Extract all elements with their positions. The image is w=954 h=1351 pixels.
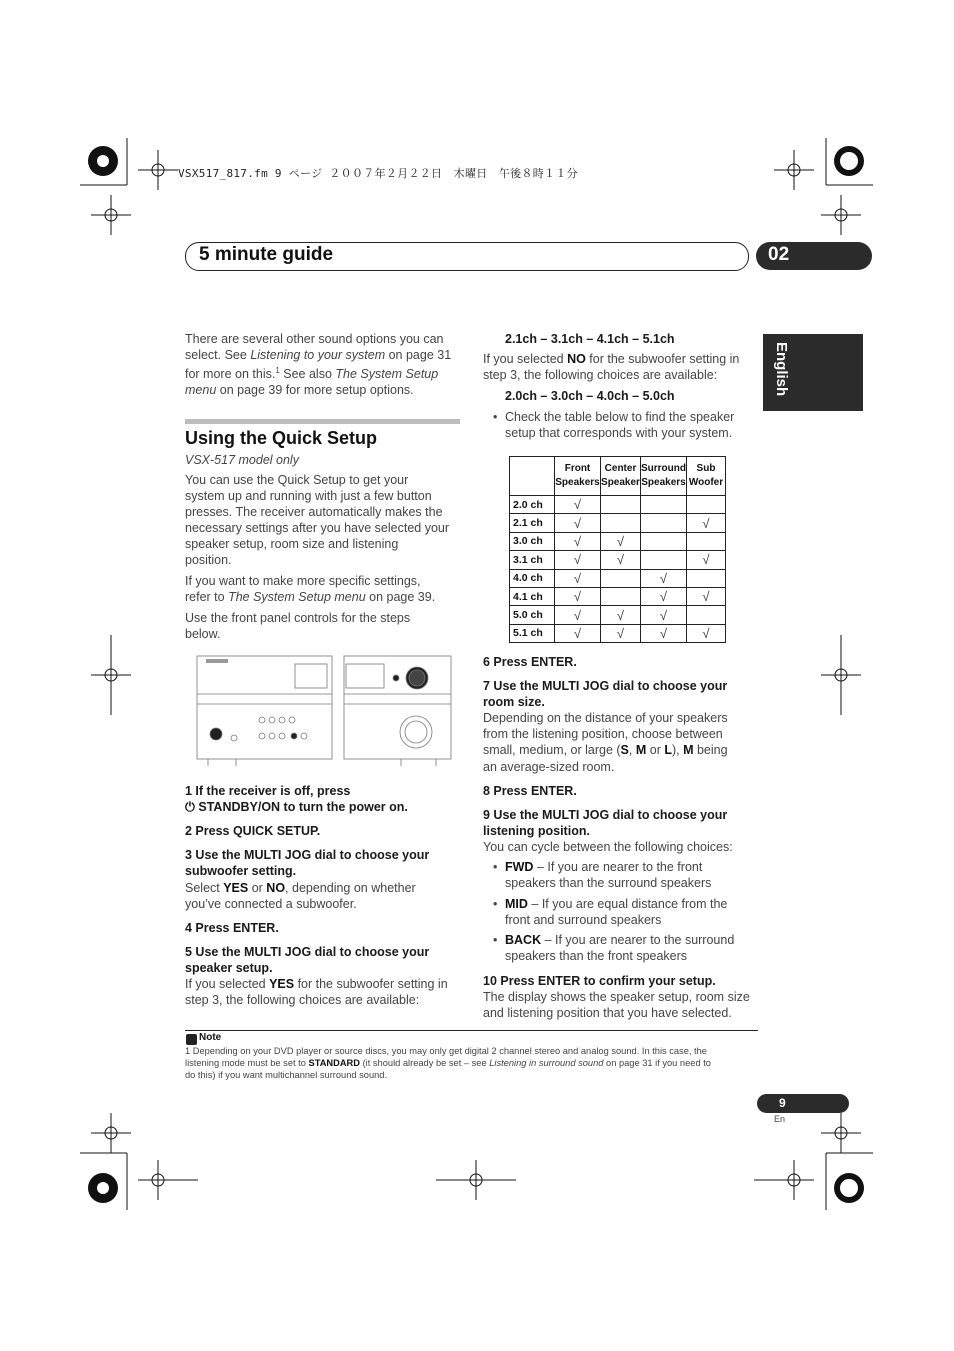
receiver-front-panel-illustration (196, 654, 454, 770)
step-3-heading: 3 Use the MULTI JOG dial to choose your subwoofer setting. (185, 848, 430, 878)
choices-without-subwoofer: 2.0ch – 3.0ch – 4.0ch – 5.0ch (505, 389, 675, 403)
step-9-text: You can cycle between the following choices: (483, 840, 733, 854)
table-row: 4.1 ch √ √ √ (510, 587, 726, 605)
section-rule (185, 419, 460, 424)
table-row: 5.0 ch √ √ √ (510, 606, 726, 624)
mid-option: MID – If you are equal distance from the front and surround speakers (505, 897, 728, 927)
bullet-dot: • (493, 897, 498, 911)
choices-with-subwoofer: 2.1ch – 3.1ch – 4.1ch – 5.1ch (505, 332, 675, 346)
step-2-heading: 2 Press QUICK SETUP. (185, 824, 321, 838)
table-row: 3.0 ch √ √ (510, 532, 726, 550)
step-4-heading: 4 Press ENTER. (185, 921, 279, 935)
step-7-text: Depending on the distance of your speakers from the listening position, choose between small, medium, or large (S, M or L), M being an average-sized room. (483, 711, 728, 774)
quick-setup-paragraph: You can use the Quick Setup to get your system up and running with just a few button presses. The receiver automatically makes the necessary settings after you have selected your speaker setup, room size and listening position. (185, 473, 450, 567)
step-10-heading: 10 Press ENTER to confirm your setup. (483, 974, 716, 988)
step-1-heading: 1 If the receiver is off, press ⏻ STANDBY/ON to turn the power on. (185, 784, 408, 814)
footnote: 1 Depending on your DVD player or source discs, you may only get digital 2 channel stereo and analog sound. In this case, the listening mode must be set to STANDARD (it should already be set – see Listening in surround sound on page 31 if you need to do this) if you want multichannel surround sound. (185, 1046, 711, 1080)
step-5-text: If you selected YES for the subwoofer setting in step 3, the following choices are available: (185, 977, 448, 1007)
step-8-heading: 8 Press ENTER. (483, 784, 577, 798)
language-label: English (773, 342, 790, 397)
table-row: 4.0 ch √ √ (510, 569, 726, 587)
table-row: 3.1 ch √ √ √ (510, 551, 726, 569)
step-3-text: Select YES or NO, depending on whether you’ve connected a subwoofer. (185, 881, 416, 911)
file-header: VSX517_817.fm 9 ページ ２００７年２月２２日 木曜日 午後８時１１分 (178, 167, 578, 180)
section-title: Using the Quick Setup (185, 428, 378, 448)
step-10-text: The display shows the speaker setup, room size and listening position that you have selected. (483, 990, 750, 1020)
note-heading: Note (199, 1032, 222, 1043)
step-9-heading: 9 Use the MULTI JOG dial to choose your listening position. (483, 808, 728, 838)
front-panel-paragraph: Use the front panel controls for the steps below. (185, 611, 411, 641)
note-icon (186, 1034, 197, 1045)
fwd-option: FWD – If you are nearer to the front speakers than the surround speakers (505, 860, 712, 890)
table-header-row: Front Speakers Center Speaker Surround Speakers Sub Woofer (510, 457, 726, 496)
model-note: VSX-517 model only (185, 453, 299, 467)
note-divider (185, 1030, 758, 1031)
speaker-setup-table (509, 456, 726, 643)
check-table-text: Check the table below to find the speaker setup that corresponds with your system. (505, 410, 735, 440)
table-row: 5.1 ch √ √ √ √ (510, 624, 726, 642)
no-subwoofer-text: If you selected NO for the subwoofer setting in step 3, the following choices are available: (483, 352, 740, 382)
page-number: 9 (779, 1096, 786, 1110)
power-icon: ⏻ (185, 800, 199, 814)
table-row: 2.0 ch √ (510, 496, 726, 514)
specific-settings-paragraph: If you want to make more specific settings, refer to The System Setup menu on page 39. (185, 574, 436, 604)
chapter-number: 02 (768, 244, 790, 265)
back-option: BACK – If you are nearer to the surround speakers than the front speakers (505, 933, 735, 963)
bullet-dot: • (493, 410, 498, 424)
intro-paragraph: There are several other sound options you can select. See Listening to your system on page 31 for more on this.$^1$ See also The System Setup menu on page 39 for more setup options. (185, 332, 452, 398)
table-row: 2.1 ch √ √ (510, 514, 726, 532)
bullet-dot: • (493, 860, 498, 874)
page-number-tab (757, 1094, 849, 1113)
step-6-heading: 6 Press ENTER. (483, 655, 577, 669)
bullet-dot: • (493, 933, 498, 947)
page-language: En (774, 1114, 786, 1124)
page-title: 5 minute guide (199, 244, 334, 265)
step-5-heading: 5 Use the MULTI JOG dial to choose your speaker setup. (185, 945, 430, 975)
step-7-heading: 7 Use the MULTI JOG dial to choose your room size. (483, 679, 728, 709)
